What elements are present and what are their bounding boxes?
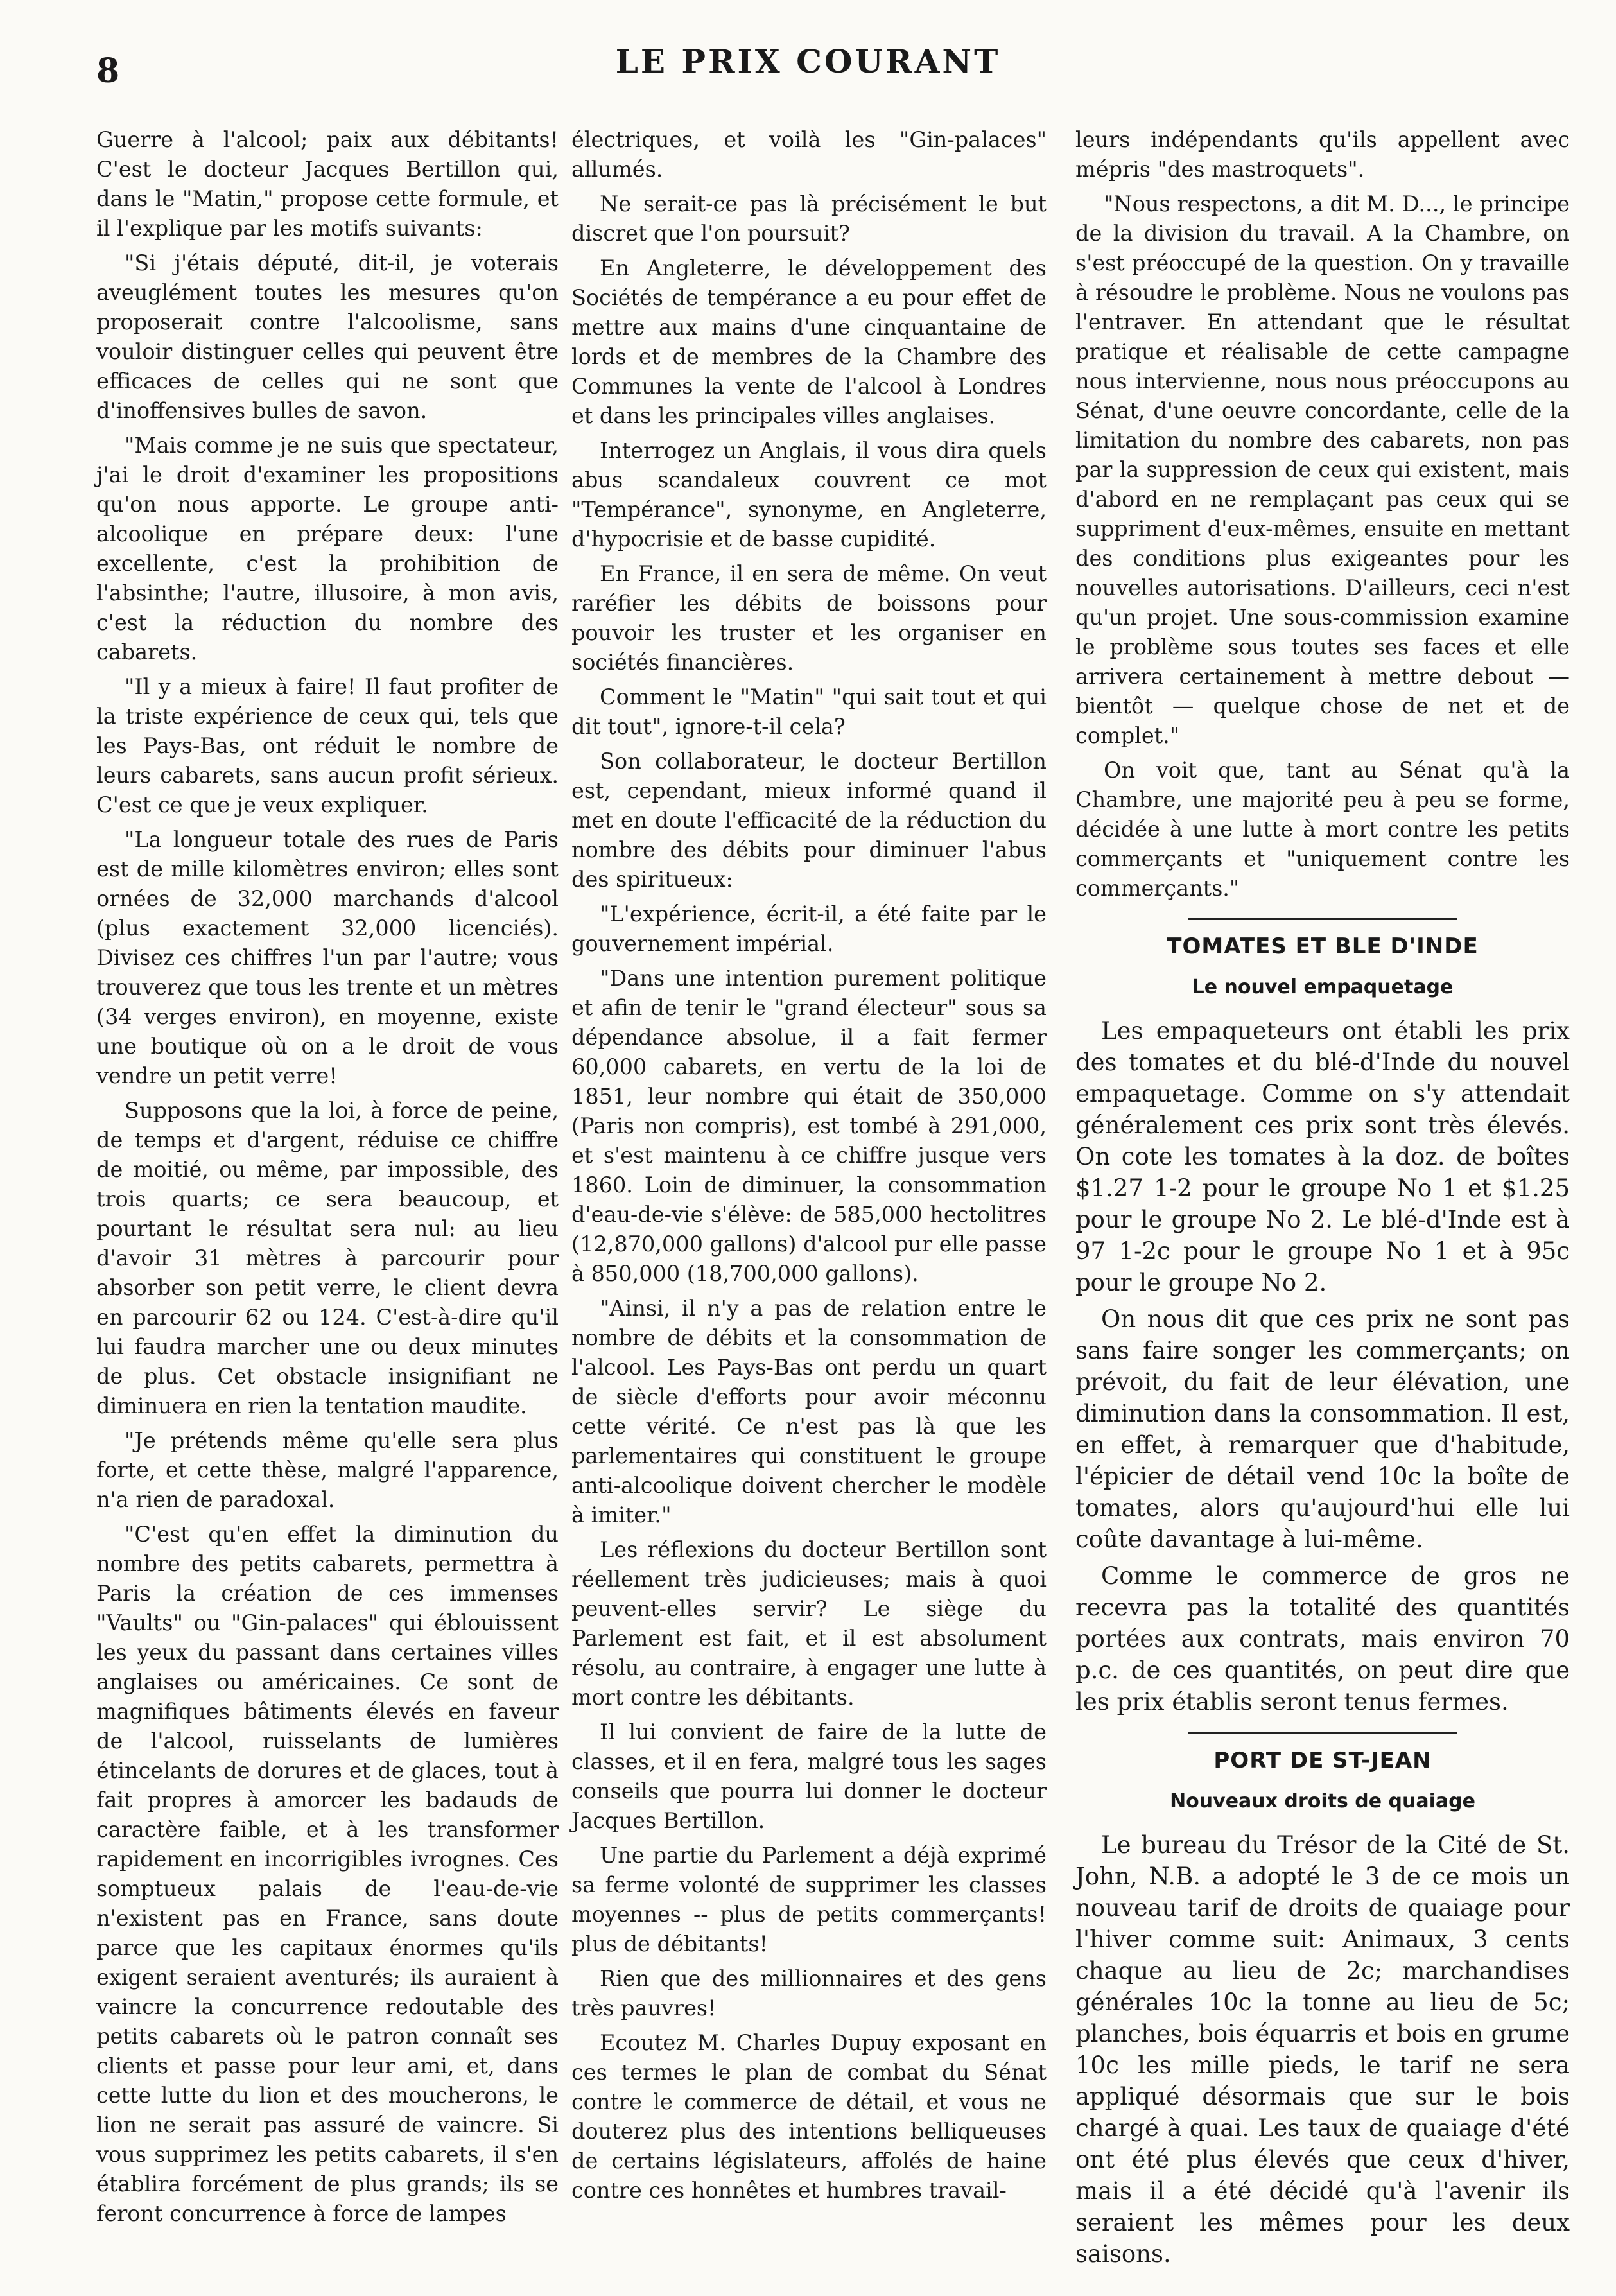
paragraph: Interrogez un Anglais, il vous dira quels abus scandaleux couvrent ce mot "Tempérance", synonyme, en Angleterre, d'hypocrisie et de basse cupidité. [571, 438, 1047, 552]
paragraph: On nous dit que ces prix ne sont pas sans faire songer les commerçants; on prévoit, du fait de leur élévation, une diminution dans la consommation. Il est, en effet, à remarquer que d'habitude, l'épicier de détail vend 10c la boîte de tomates, alors qu'aujourd'hui elle lui coûte davantage à lui-même. [1075, 1305, 1570, 1553]
page-number: 8 [96, 51, 120, 91]
paragraph: leurs indépendants qu'ils appellent avec mépris "des mastroquets". [1075, 127, 1570, 182]
paragraph: Son collaborateur, le docteur Bertillon est, cependant, mieux informé quand il met en doute l'efficacité de la réduction du nombre des débits pour diminuer l'abus des spiritueux: [571, 749, 1047, 892]
paragraph: Il lui convient de faire de la lutte de classes, et il en fera, malgré tous les sages conseils que pourra lui donner le docteur Jacques Bertillon. [571, 1719, 1047, 1833]
paragraph: "Ainsi, il n'y a pas de relation entre le nombre de débits et la consommation de l'alcool. Les Pays-Bas ont perdu un quart de siècle d'efforts pour avoir méconnu cette vérité. Ce n'est pas là que les parlementaires qui constituent le groupe anti-alcoolique doivent chercher le modèle à imiter." [571, 1296, 1047, 1527]
paragraph: Rien que des millionnaires et des gens très pauvres! [571, 1966, 1047, 2021]
paragraph: "Nous respectons, a dit M. D..., le principe de la division du travail. A la Chambre, on s'est préoccupé de la question. On y travaille à résoudre le problème. Nous ne voulons pas l'entraver. En attendant que le résultat pratique et réalisable de cette campagne nous intervienne, nous nous préoccupons au Sénat, d'une oeuvre concordante, celle de la limitation du nombre des cabarets, non pas par la suppression de ceux qui existent, mais d'abord en ne remplaçant pas ceux qui se suppriment d'eux-mêmes, ensuite en mettant des conditions plus exigeantes pour les nouvelles autorisations. D'ailleurs, ceci n'est qu'un projet. Une sous-commission examine le problème sous toutes ses faces et elle arrivera certainement à mettre debout — bientôt — quelque chose de net et de complet." [1075, 191, 1570, 748]
column-2 [571, 125, 1047, 2211]
paragraph: En Angleterre, le développement des Sociétés de tempérance a eu pour effet de mettre aux mains d'une cinquantaine de lords et de membres de la Chambre des Communes la vente de l'alcool à Londres et dans les principales villes anglaises. [571, 256, 1047, 428]
section-divider [1188, 1732, 1457, 1734]
paragraph: "La longueur totale des rues de Paris est de mille kilomètres environ; elles sont ornées de 32,000 marchands d'alcool (plus exactement 32,000 licenciés). Divisez ces chiffres l'un par l'autre; vous trouverez que tous les trente et un mètres (34 verges environ), en moyenne, existe une boutique où on a le droit de vous vendre un petit verre! [96, 827, 559, 1088]
paragraph: Ne serait-ce pas là précisément le but discret que l'on poursuit? [571, 191, 1047, 246]
section-heading-tomates: TOMATES ET BLE D'INDE [1167, 934, 1479, 959]
section-body-port [1075, 1829, 1570, 2270]
paragraph: On voit que, tant au Sénat qu'à la Chambre, une majorité peu à peu se forme, décidée à une lutte à mort contre les petits commerçants et "uniquement contre les commerçants." [1075, 758, 1570, 901]
paragraph: Comme le commerce de gros ne recevra pas la totalité des quantités portées aux contrats, mais environ 70 p.c. de ces quantités, on peut dire que les prix établis seront tenus fermes. [1075, 1562, 1570, 1716]
paragraph: Une partie du Parlement a déjà exprimé sa ferme volonté de supprimer les classes moyennes -- plus de petits commerçants! plus de débitants! [571, 1843, 1047, 1956]
paragraph: Les réflexions du docteur Bertillon sont réellement très judicieuses; mais à quoi peuvent-elles servir? Le siège du Parlement est fait, et il est absolument résolu, au contraire, à engager une lutte à mort contre les débitants. [571, 1537, 1047, 1710]
section-divider [1188, 918, 1457, 920]
section-heading-port: PORT DE ST-JEAN [1213, 1748, 1432, 1773]
paragraph: Supposons que la loi, à force de peine, de temps et d'argent, réduise ce chiffre de moitié, ou même, par impossible, des trois quarts; ce sera beaucoup, et pourtant le résultat sera nul: au lieu d'avoir 31 mètres à parcourir pour absorber son petit verre, le client devra en parcourir 62 ou 124. C'est-à-dire qu'il lui faudra marcher une ou deux minutes de plus. Cet obstacle insignifiant ne diminuera en rien la tentation maudite. [96, 1098, 559, 1418]
paragraph: Les empaqueteurs ont établi les prix des tomates et du blé-d'Inde du nouvel empaquetage. Comme on s'y attendait généralement ces prix sont très élevés. On cote les tomates à la doz. de boîtes $1.27 1-2 pour le groupe No 1 et $1.25 pour le groupe No 2. Le blé-d'Inde est à 97 1-2c pour le groupe No 1 et à 95c pour le groupe No 2. [1075, 1017, 1570, 1296]
paragraph: "Mais comme je ne suis que spectateur, j'ai le droit d'examiner les propositions qu'on nous apporte. Le groupe anti-alcoolique en prépare deux: l'une excellente, c'est la prohibition de l'absinthe; l'autre, illusoire, à mon avis, c'est la réduction du nombre des cabarets. [96, 433, 559, 665]
paragraph: En France, il en sera de même. On veut raréfier les débits de boissons pour pouvoir les truster et les organiser en sociétés financières. [571, 561, 1047, 675]
paragraph: "C'est qu'en effet la diminution du nombre des petits cabarets, permettra à Paris la création de ces immenses "Vaults" ou "Gin-palaces" qui éblouissent les yeux du passant dans certaines villes anglaises ou américaines. Ce sont de magnifiques bâtiments élevés en faveur de l'alcool, ruisselants de lumières étincelants de dorures et de glaces, tout à fait propres à amorcer les badauds de caractère faible, et à les transformer rapidement en incorrigibles ivrognes. Ces somptueux palais de l'eau-de-vie n'existent pas en France, sans doute parce que les capitaux énormes qu'ils exigent seraient aventurés; ils auraient à vaincre la concurrence redoutable des petits cabarets où le patron connaît ses clients et passe pour leur ami, et, dans cette lutte du lion et des moucherons, le lion ne serait pas assuré de vaincre. Si vous supprimez les petits cabarets, il s'en établira forcément de plus grands; ils se feront concurrence à force de lampes [96, 1522, 559, 2226]
paragraph: Comment le "Matin" "qui sait tout et qui dit tout", ignore-t-il cela? [571, 684, 1047, 739]
paragraph: "Dans une intention purement politique et afin de tenir le "grand électeur" sous sa dépendance absolue, il a fait fermer 60,000 cabarets, en vertu de la loi de 1851, leur nombre qui était de 350,000 (Paris non compris), est tombé à 291,000, et s'est maintenu à ce chiffre jusque vers 1860. Loin de diminuer, la consommation d'eau-de-vie s'élève: de 585,000 hectolitres (12,870,000 gallons) d'alcool pur elle passe à 850,000 (18,700,000 gallons). [571, 966, 1047, 1286]
column-1 [96, 125, 559, 2234]
paragraph: électriques, et voilà les "Gin-palaces" allumés. [571, 127, 1047, 182]
paragraph: "L'expérience, écrit-il, a été faite par le gouvernement impérial. [571, 901, 1047, 956]
paragraph: Guerre à l'alcool; paix aux débitants! C'est le docteur Jacques Bertillon qui, dans le "Matin," propose cette formule, et il l'explique par les motifs suivants: [96, 127, 559, 241]
section-body-tomates [1075, 1015, 1570, 1718]
paragraph: Ecoutez M. Charles Dupuy exposant en ces termes le plan de combat du Sénat contre le commerce de détail, et vous ne douterez plus des intentions belliqueuses de certains législateurs, affolés de haine contre ces honnêtes et humbres travail- [571, 2030, 1047, 2203]
paragraph: "Je prétends même qu'elle sera plus forte, et cette thèse, malgré l'apparence, n'a rien de paradoxal. [96, 1428, 559, 1512]
page-title: LE PRIX COURANT [615, 42, 1001, 80]
column-3 [1075, 125, 1570, 2275]
paragraph: "Si j'étais député, dit-il, je voterais aveuglément toutes les mesures qu'on proposerait contre l'alcoolisme, sans vouloir distinguer celles qui peuvent être efficaces de celles qui ne sont que d'inoffensives bulles de savon. [96, 250, 559, 423]
section-subheading-tomates: Le nouvel empaquetage [1192, 976, 1454, 998]
paragraph: "Il y a mieux à faire! Il faut profiter de la triste expérience de ceux qui, tels que les Pays-Bas, ont réduit le nombre de leurs cabarets, sans aucun profit sérieux. C'est ce que je veux expliquer. [96, 674, 559, 817]
section-subheading-port: Nouveaux droits de quaiage [1170, 1790, 1475, 1813]
paragraph: Le bureau du Trésor de la Cité de St. John, N.B. a adopté le 3 de ce mois un nouveau tarif de droits de quaiage pour l'hiver comme suit: Animaux, 3 cents chaque au lieu de 2c; marchandises générales 10c la tonne au lieu de 5c; planches, bois équarris et bois en grume 10c les mille pieds, le tarif ne sera appliqué désormais que sur le bois chargé à quai. Les taux de quaiage d'été ont été plus élevés que ceux d'hiver, mais il a été décidé qu'à l'avenir ils seraient les mêmes pour les deux saisons. [1075, 1831, 1570, 2268]
